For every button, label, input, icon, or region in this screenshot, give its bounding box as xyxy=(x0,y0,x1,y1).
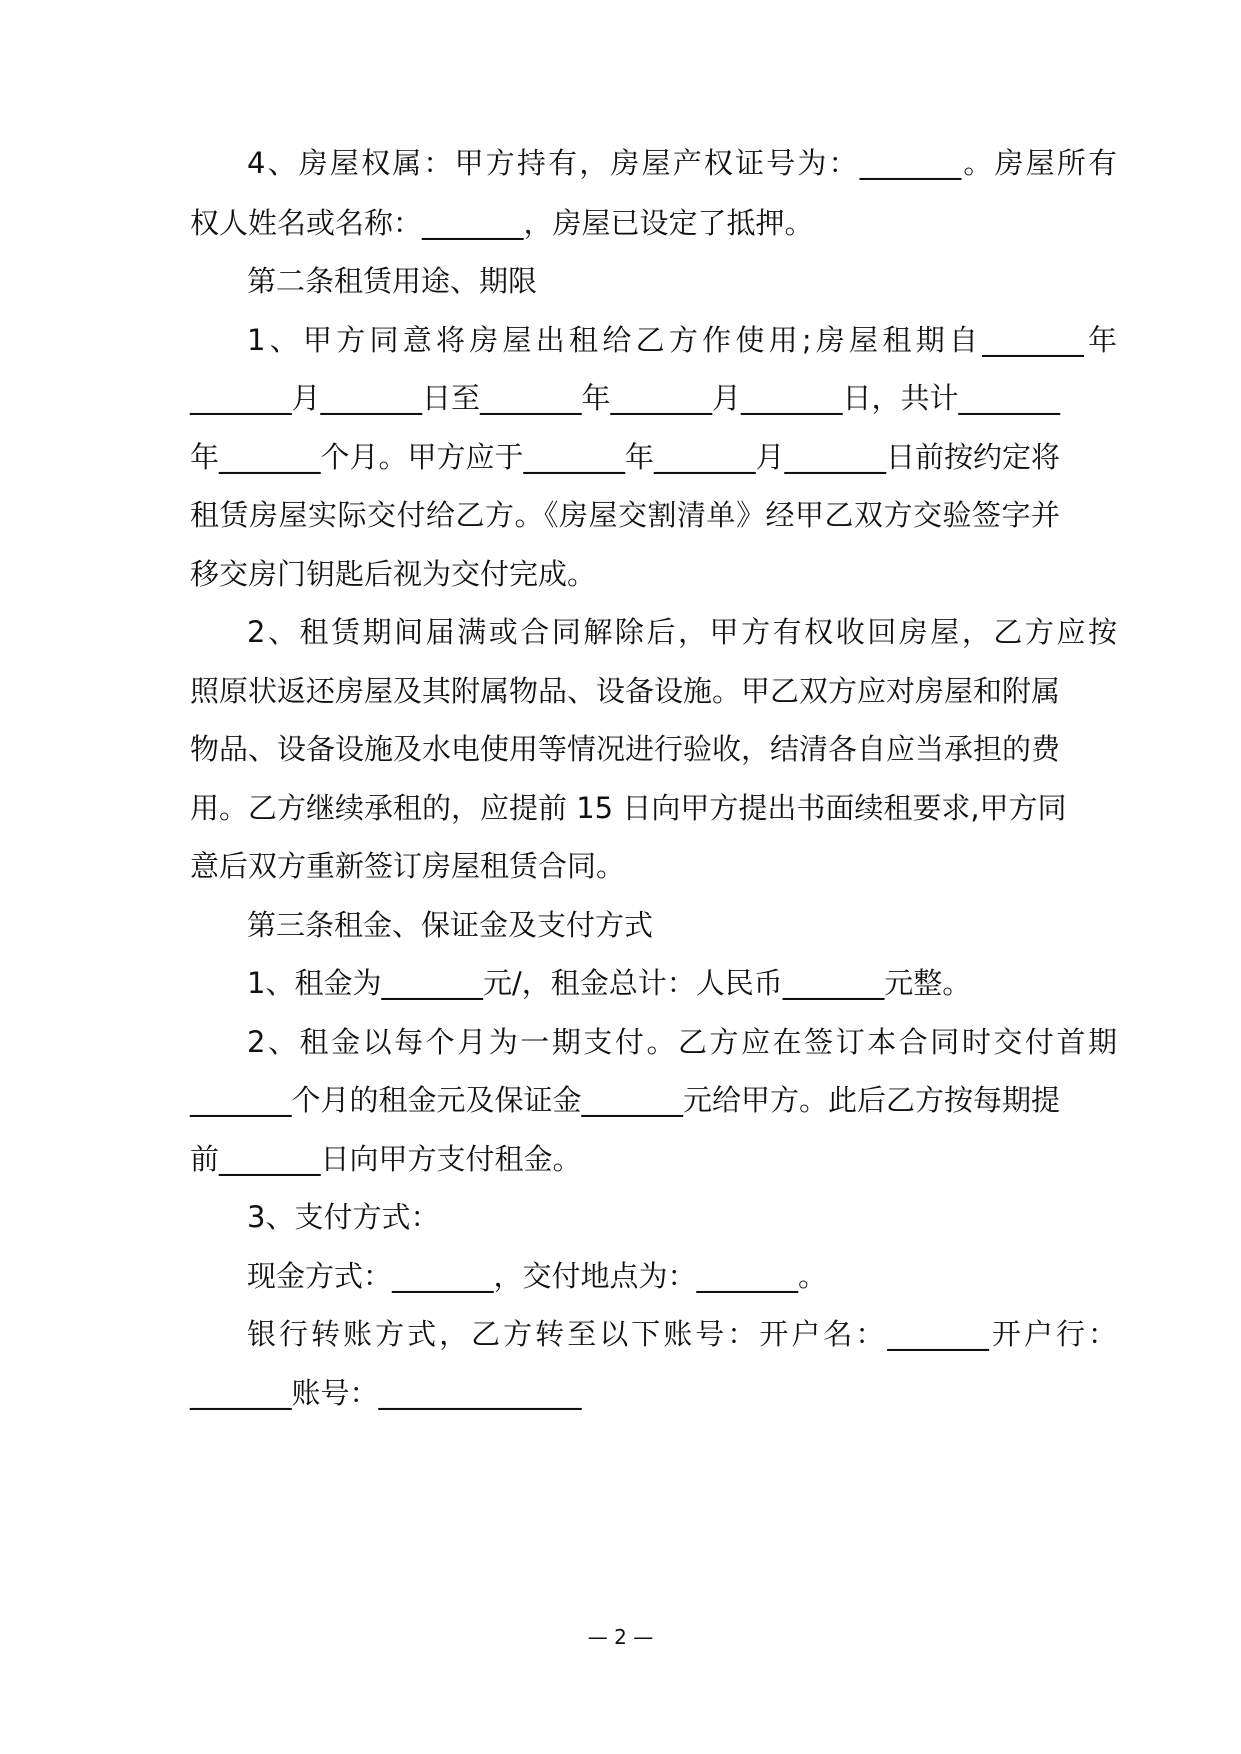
paragraph-line: 2、租金以每个月为一期支付。乙方应在签订本合同时交付首期 xyxy=(247,1025,1117,1059)
page-number: — 2 — xyxy=(587,1625,654,1649)
paragraph-line: _______账号：______________ xyxy=(190,1376,582,1410)
paragraph-line: 权人姓名或名称：_______，房屋已设定了抵押。 xyxy=(190,206,814,240)
paragraph-line: 租赁房屋实际交付给乙方。《房屋交割清单》经甲乙双方交验签字并 xyxy=(190,498,1060,532)
paragraph-line: 1、甲方同意将房屋出租给乙方作使用;房屋租期自_______年 xyxy=(247,323,1117,357)
paragraph-line: 意后双方重新签订房屋租赁合同。 xyxy=(190,849,626,883)
section-heading: 第三条租金、保证金及支付方式 xyxy=(247,908,654,942)
paragraph-line: 移交房门钥匙后视为交付完成。 xyxy=(190,557,597,591)
paragraph-line: 3、支付方式： xyxy=(247,1200,440,1234)
paragraph-line: 4、房屋权属：甲方持有，房屋产权证号为：_______。房屋所有 xyxy=(247,146,1117,180)
paragraph-line: 用。乙方继续承租的，应提前 15 日向甲方提出书面续租要求,甲方同 xyxy=(190,791,1067,825)
paragraph-line: 照原状返还房屋及其附属物品、设备设施。甲乙双方应对房屋和附属 xyxy=(190,674,1061,708)
paragraph-line: 现金方式：_______，交付地点为：_______。 xyxy=(247,1259,828,1293)
section-heading: 第二条租赁用途、期限 xyxy=(247,264,538,298)
paragraph-line: 年_______个月。甲方应于_______年_______月_______日前按约定将 xyxy=(190,440,1061,474)
paragraph-line: _______个月的租金元及保证金_______元给甲方。此后乙方按每期提 xyxy=(190,1083,1061,1117)
paragraph-line: 物品、设备设施及水电使用等情况进行验收，结清各自应当承担的费 xyxy=(190,732,1061,766)
paragraph-line: 前_______日向甲方支付租金。 xyxy=(190,1142,582,1176)
paragraph-line: 1、租金为_______元/，租金总计：人民币_______元整。 xyxy=(247,966,972,1000)
paragraph-line: _______月_______日至_______年_______月_______日，共计_______ xyxy=(190,381,1061,415)
paragraph-line: 银行转账方式，乙方转至以下账号：开户名：_______开户行： xyxy=(247,1317,1117,1351)
paragraph-line: 2、租赁期间届满或合同解除后，甲方有权收回房屋，乙方应按 xyxy=(247,615,1117,649)
